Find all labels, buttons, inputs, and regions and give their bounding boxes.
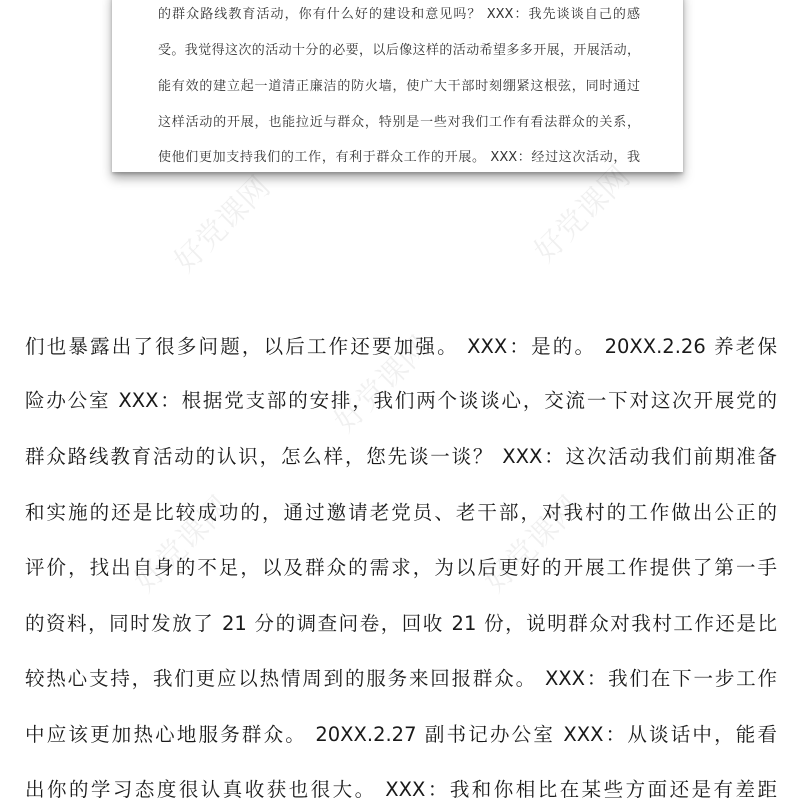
body-text-line: 出你的学习态度很认真收获也很大。 XXX：我和你相比在某些方面还是有差距	[25, 778, 777, 801]
card-text-line: 这样活动的开展，也能拉近与群众，特别是一些对我们工作有看法群众的关系，	[158, 115, 640, 130]
body-text-line: 的资料，同时发放了 21 分的调查问卷，回收 21 份，说明群众对我村工作还是比	[25, 612, 777, 635]
body-text-line: 较热心支持，我们更应以热情周到的服务来回报群众。 XXX：我们在下一步工作	[25, 667, 777, 690]
watermark: 好党课网	[327, 329, 438, 440]
body-text-line: 和实施的还是比较成功的，通过邀请老党员、老干部，对我村的工作做出公正的	[25, 501, 777, 524]
card-text-line: 受。我觉得这次的活动十分的必要，以后像这样的活动希望多多开展，开展活动，	[158, 43, 640, 58]
body-text-line: 中应该更加热心地服务群众。 20XX.2.27 副书记办公室 XXX：从谈话中，能看	[25, 723, 777, 746]
watermark: 好党课网	[477, 489, 588, 600]
document-page-preview	[112, 0, 683, 172]
card-text-line: 的群众路线教育活动，你有什么好的建设和意见吗？ XXX：我先谈谈自己的感	[158, 7, 640, 22]
body-text-line: 们也暴露出了很多问题，以后工作还要加强。 XXX：是的。 20XX.2.26 养老保	[25, 335, 777, 358]
watermark: 好党课网	[167, 169, 278, 280]
body-text-line: 群众路线教育活动的认识，怎么样，您先谈一谈？ XXX：这次活动我们前期准备	[25, 445, 777, 468]
watermark: 好党课网	[127, 489, 238, 600]
body-text-line: 评价，找出自身的不足，以及群众的需求，为以后更好的开展工作提供了第一手	[25, 556, 777, 579]
body-text-line: 险办公室 XXX：根据党支部的安排，我们两个谈谈心，交流一下对这次开展党的	[25, 389, 777, 412]
card-text-line: 使他们更加支持我们的工作，有利于群众工作的开展。 XXX：经过这次活动，我	[158, 150, 640, 165]
watermark: 好党课网	[527, 159, 638, 270]
card-text-line: 能有效的建立起一道清正廉洁的防火墙，使广大干部时刻绷紧这根弦，同时通过	[158, 79, 640, 94]
